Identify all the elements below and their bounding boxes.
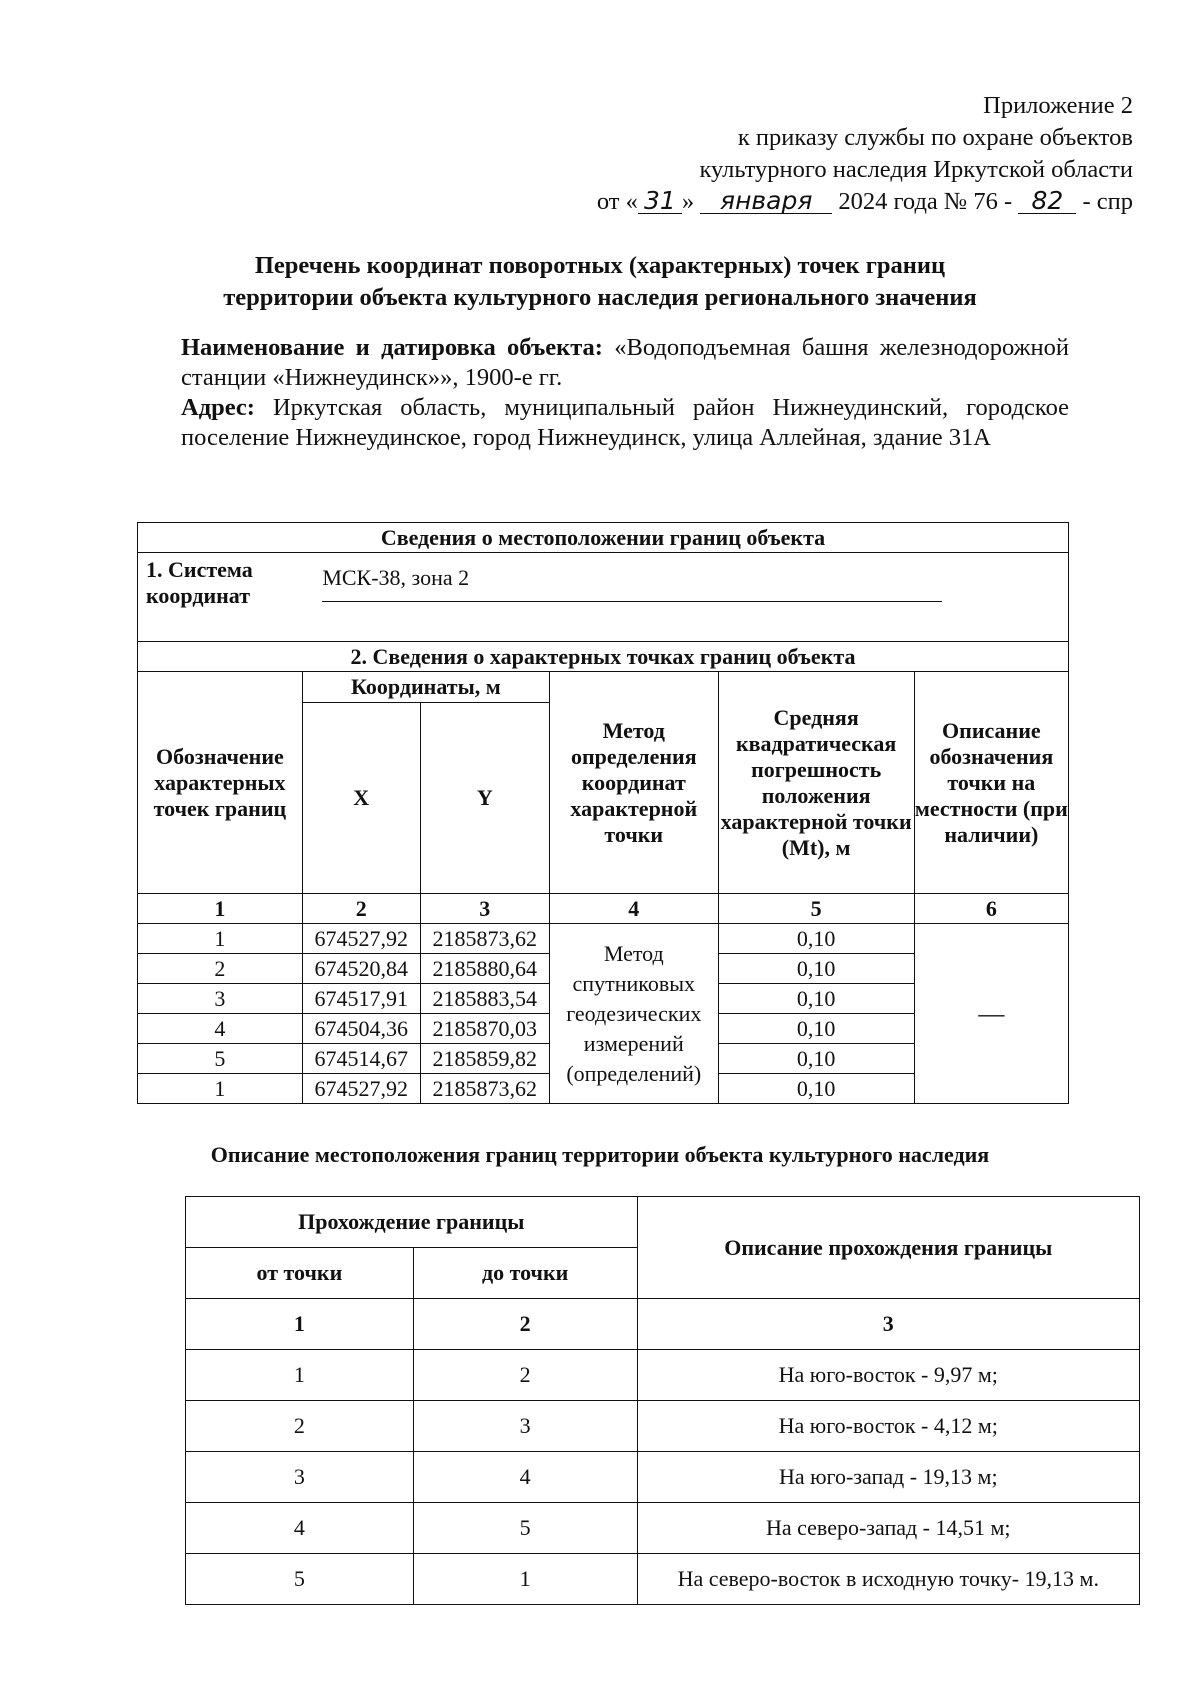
table-row (186, 1452, 1140, 1503)
col-pass-header: Прохождение границы (186, 1197, 638, 1248)
title-line-2: территории объекта культурного наследия регионального значения (223, 284, 977, 311)
object-name-block (181, 333, 1069, 393)
col-x-header: X (302, 703, 420, 894)
x-cell: 674520,84 (302, 954, 420, 984)
coordinate-system-cell (302, 553, 1068, 642)
point-cell: 3 (138, 984, 303, 1014)
table-row (186, 1401, 1140, 1452)
col-number: 4 (549, 894, 718, 924)
point-cell: 2 (138, 954, 303, 984)
y-cell: 2185859,82 (420, 1044, 549, 1074)
to-cell: 3 (413, 1401, 637, 1452)
to-cell: 4 (413, 1452, 637, 1503)
coordinates-table (137, 522, 1069, 1104)
mt-cell: 0,10 (718, 1074, 914, 1104)
col-desc-header: Описание обозначения точки на местности (при наличии) (914, 672, 1068, 894)
boundary-table (185, 1196, 1140, 1605)
col-error-header: Средняя квадратическая погрешность положения характерной точки (Mt), м (718, 672, 914, 894)
handwritten-month: января (700, 189, 832, 214)
boundary-desc-cell: На юго-запад - 19,13 м; (637, 1452, 1139, 1503)
boundary-desc-cell: На северо-запад - 14,51 м; (637, 1503, 1139, 1554)
from-cell: 3 (186, 1452, 414, 1503)
date-year: 2024 года № 76 - (838, 188, 1013, 215)
mt-cell: 0,10 (718, 984, 914, 1014)
appendix-date-line (597, 186, 1133, 218)
from-cell: 2 (186, 1401, 414, 1452)
table2-caption: Описание местоположения границ территории объекта культурного наследия (210, 1142, 990, 1167)
col-number: 6 (914, 894, 1068, 924)
table-row (186, 1503, 1140, 1554)
y-cell: 2185880,64 (420, 954, 549, 984)
mt-cell: 0,10 (718, 1044, 914, 1074)
table-row (138, 924, 1069, 954)
col-y-header: Y (420, 703, 549, 894)
coordinate-system-value: МСК-38, зона 2 (322, 565, 942, 602)
to-cell: 1 (413, 1554, 637, 1605)
coordinate-system-label: 1. Система координат (138, 553, 303, 642)
date-day-close: » (681, 188, 695, 215)
date-prefix: от « (596, 188, 638, 215)
method-cell: Метод спутниковых геодезических измерений (определений) (549, 924, 718, 1104)
col-to-header: до точки (413, 1248, 637, 1299)
col-number: 3 (420, 894, 549, 924)
order-suffix: - спр (1082, 188, 1133, 215)
col-number: 1 (138, 894, 303, 924)
appendix-header (597, 90, 1133, 218)
x-cell: 674514,67 (302, 1044, 420, 1074)
y-cell: 2185873,62 (420, 924, 549, 954)
y-cell: 2185873,62 (420, 1074, 549, 1104)
y-cell: 2185883,54 (420, 984, 549, 1014)
table-row (186, 1554, 1140, 1605)
x-cell: 674504,36 (302, 1014, 420, 1044)
object-name-label: Наименование и датировка объекта: (181, 334, 603, 361)
appendix-line-1: Приложение 2 (983, 92, 1133, 119)
col-number: 3 (637, 1299, 1139, 1350)
appendix-line-2: к приказу службы по охране объектов (737, 124, 1133, 151)
table1-section2: 2. Сведения о характерных точках границ объекта (138, 642, 1069, 672)
point-cell: 4 (138, 1014, 303, 1044)
mt-cell: 0,10 (718, 924, 914, 954)
boundary-desc-cell: На юго-восток - 4,12 м; (637, 1401, 1139, 1452)
col-from-header: от точки (186, 1248, 414, 1299)
table-row (186, 1350, 1140, 1401)
boundary-desc-cell: На северо-восток в исходную точку- 19,13 м. (637, 1554, 1139, 1605)
x-cell: 674527,92 (302, 1074, 420, 1104)
boundary-desc-cell: На юго-восток - 9,97 м; (637, 1350, 1139, 1401)
from-cell: 5 (186, 1554, 414, 1605)
from-cell: 1 (186, 1350, 414, 1401)
object-address-value: Иркутская область, муниципальный район Нижнеудинский, городское поселение Нижнеудинское, город Нижнеудинск, улица Аллейная, здание 31А (181, 394, 1069, 451)
col-point-header: Обозначение характерных точек границ (138, 672, 303, 894)
appendix-line-3: культурного наследия Иркутской области (699, 156, 1133, 183)
mt-cell: 0,10 (718, 954, 914, 984)
title-line-1: Перечень координат поворотных (характерных) точек границ (254, 252, 946, 279)
object-info (181, 333, 1069, 453)
x-cell: 674517,91 (302, 984, 420, 1014)
mt-cell: 0,10 (718, 1014, 914, 1044)
col-method-header: Метод определения координат характерной точки (549, 672, 718, 894)
col-number: 2 (302, 894, 420, 924)
point-cell: 1 (138, 1074, 303, 1104)
point-cell: 5 (138, 1044, 303, 1074)
x-cell: 674527,92 (302, 924, 420, 954)
col-number: 2 (413, 1299, 637, 1350)
handwritten-day: 31 (638, 189, 682, 214)
col-coords-header: Координаты, м (302, 672, 549, 703)
col-number: 1 (186, 1299, 414, 1350)
from-cell: 4 (186, 1503, 414, 1554)
object-name-value: «Водоподъемная башня железнодорожной станции «Нижнеудинск»», 1900-е гг. (181, 334, 1070, 391)
desc-cell: — (914, 924, 1068, 1104)
col-boundary-desc-header: Описание прохождения границы (637, 1197, 1139, 1299)
handwritten-order-number: 82 (1018, 189, 1076, 214)
y-cell: 2185870,03 (420, 1014, 549, 1044)
document-title (130, 250, 1070, 314)
point-cell: 1 (138, 924, 303, 954)
col-number: 5 (718, 894, 914, 924)
to-cell: 5 (413, 1503, 637, 1554)
object-address-block (181, 393, 1069, 453)
table1-header: Сведения о местоположении границ объекта (138, 523, 1069, 553)
object-address-label: Адрес: (181, 394, 255, 421)
to-cell: 2 (413, 1350, 637, 1401)
